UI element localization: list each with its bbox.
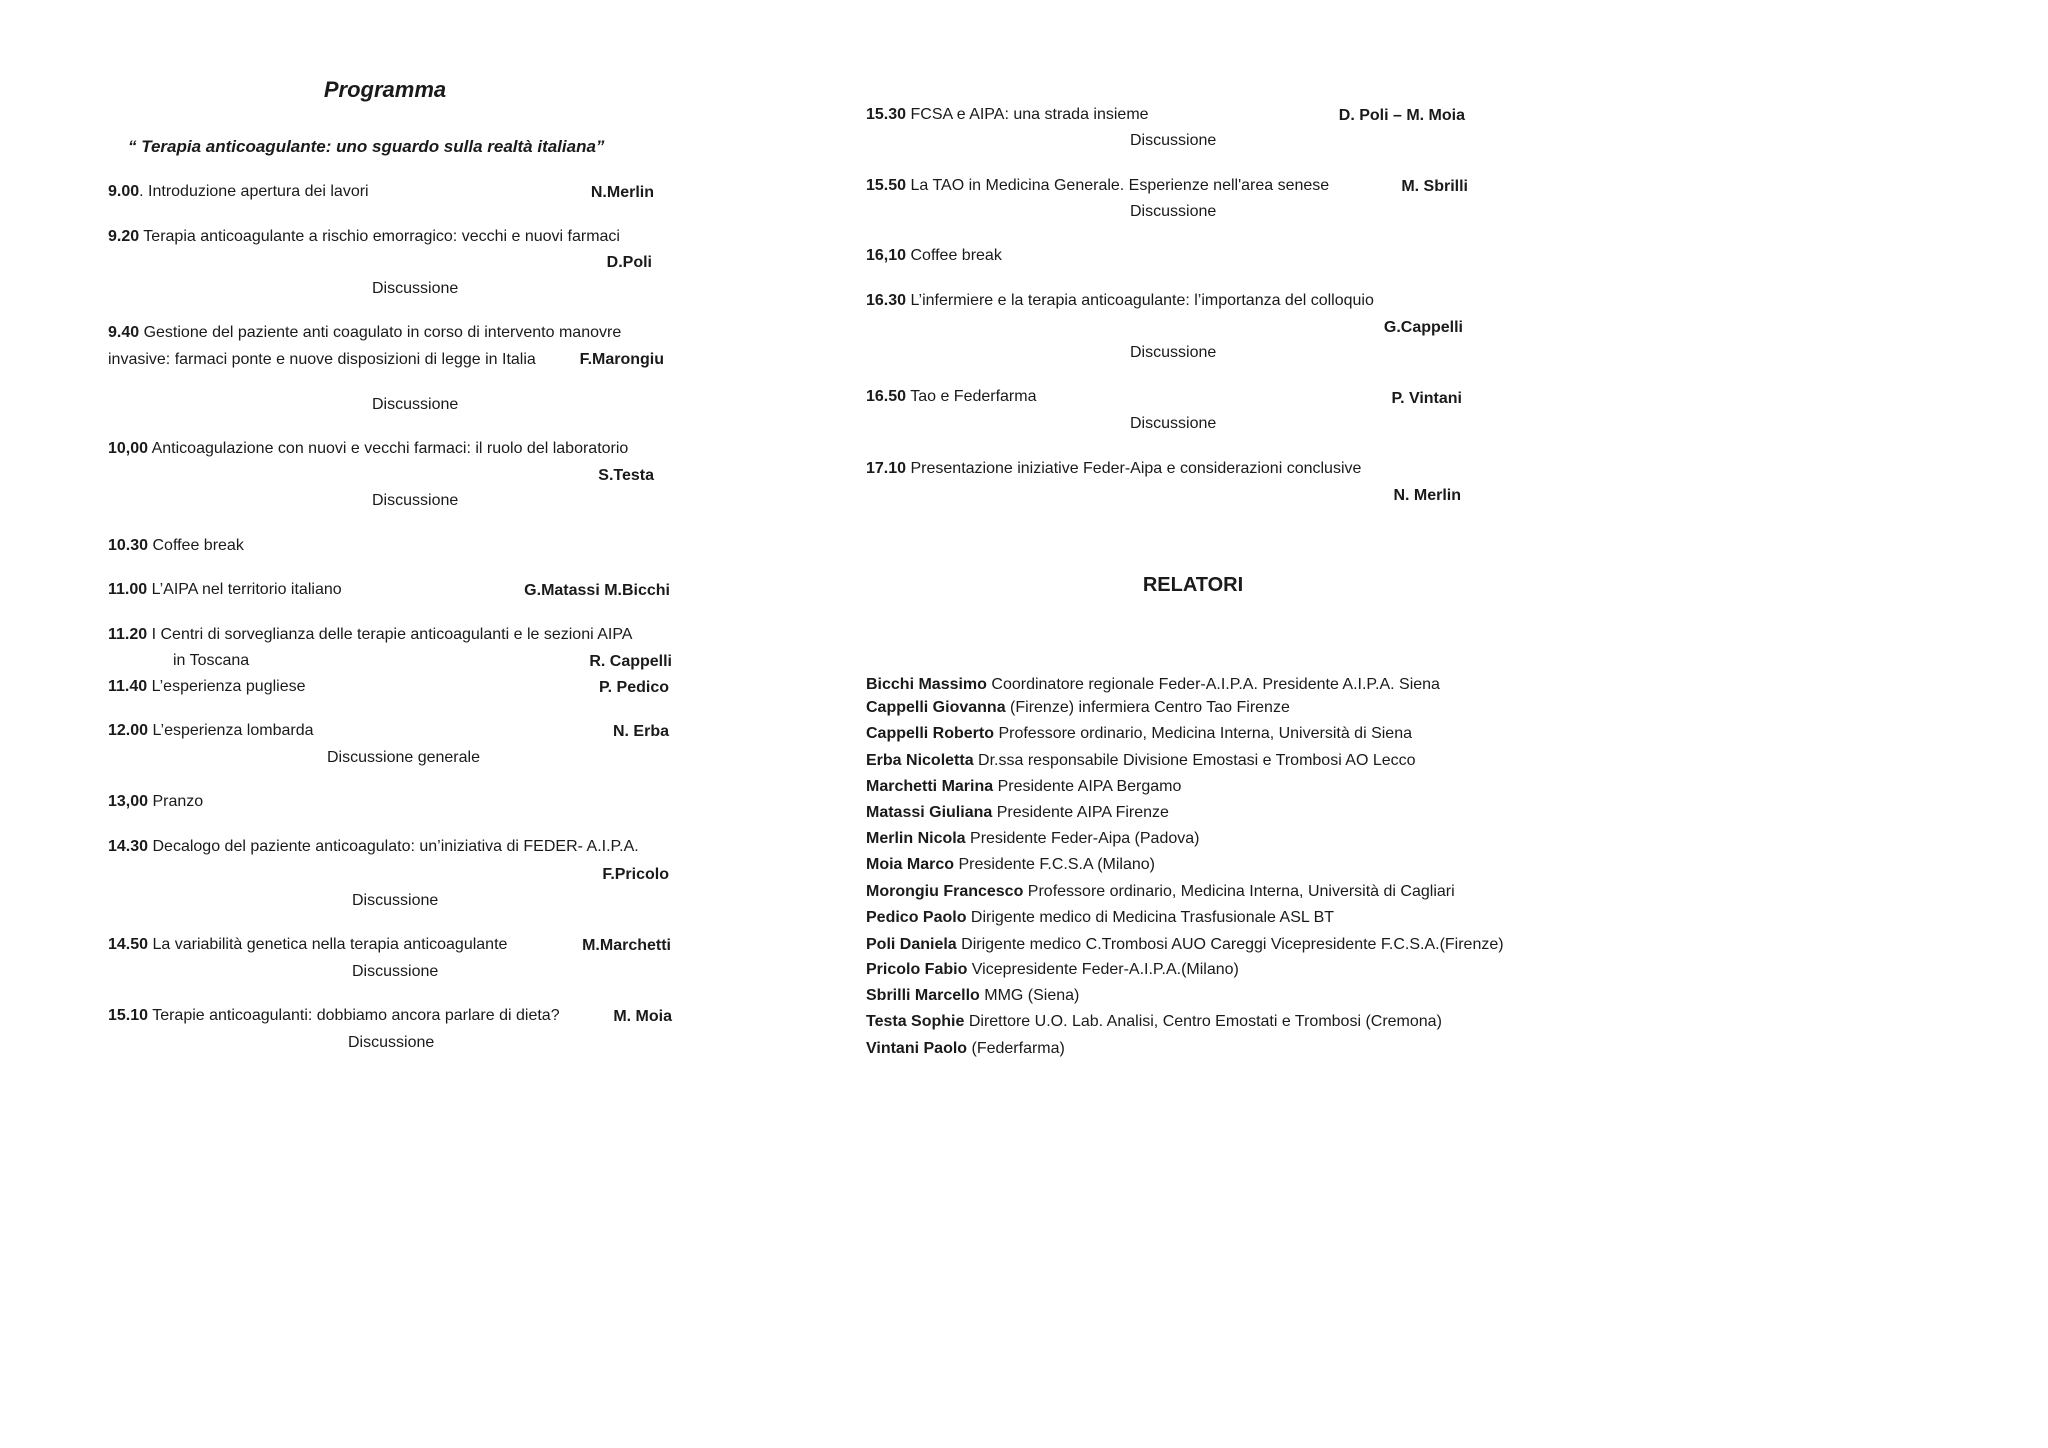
session-title: Coffee break [906,247,1002,264]
session-time: 13,00 [108,793,149,810]
relatore-role: Dirigente medico C.Trombosi AUO Careggi Vicepresidente F.C.S.A.(Firenze) [956,936,1504,953]
session-time: 15.10 [108,1007,149,1024]
session-time: 15.30 [866,106,907,123]
session-1530 [866,105,1149,125]
discussion: Discussione [1130,415,1217,432]
session-time: 11.20 [108,626,148,643]
session-1120 [108,625,632,645]
relatore-item [866,698,1290,718]
session-1450 [108,935,507,955]
session-1610 [866,246,1002,266]
relatore-role: Vicepresidente Feder-A.I.P.A.(Milano) [967,961,1239,978]
relatore-name: Cappelli Giovanna [866,699,1006,716]
relatore-role: Professore ordinario, Medicina Interna, Università di Siena [994,725,1412,742]
relatore-role: Dirigente medico di Medicina Trasfusionale ASL BT [966,909,1335,926]
session-1100 [108,580,342,600]
session-title: FCSA e AIPA: una strada insieme [906,106,1149,123]
session-title: Presentazione iniziative Feder-Aipa e considerazioni conclusive [906,460,1362,477]
relatore-item [866,829,1199,849]
session-title: Tao e Federfarma [906,388,1037,405]
session-time: 17.10 [866,460,907,477]
session-title: Terapie anticoagulanti: dobbiamo ancora parlare di dieta? [148,1007,560,1024]
relatore-role: MMG (Siena) [979,987,1080,1004]
general-discussion: Discussione generale [327,749,480,766]
session-1140 [108,677,306,697]
session-title-cont: in Toscana [173,652,250,669]
speaker: S.Testa [598,467,654,484]
session-1430 [108,837,639,857]
session-920 [108,227,620,247]
relatore-item [866,724,1412,744]
relatori-title: RELATORI [1142,574,1244,596]
speaker: N.Merlin [590,184,654,201]
discussion: Discussione [352,892,439,909]
relatore-name: Erba Nicoletta [866,752,974,769]
relatore-name: Poli Daniela [866,936,957,953]
speaker: M. Sbrilli [1401,178,1468,195]
session-1710 [866,459,1361,479]
relatore-role: Presidente AIPA Bergamo [993,778,1182,795]
relatore-role: Presidente Feder-Aipa (Padova) [965,830,1200,847]
session-title: Coffee break [148,537,244,554]
relatore-role: Dr.ssa responsabile Divisione Emostasi e Trombosi AO Lecco [973,752,1416,769]
relatore-name: Matassi Giuliana [866,804,993,821]
discussion: Discussione [372,492,459,509]
relatore-item [866,908,1334,928]
relatore-name: Morongiu Francesco [866,883,1024,900]
relatore-item [866,986,1079,1006]
relatore-name: Bicchi Massimo [866,676,987,693]
session-1550 [866,176,1329,196]
relatore-name: Testa Sophie [866,1013,965,1030]
relatore-item [866,1039,1065,1059]
session-title: L’AIPA nel territorio italiano [147,581,342,598]
session-title: L’esperienza pugliese [147,678,306,695]
session-time: 9.40 [108,324,140,341]
speaker: F.Marongiu [579,351,664,368]
session-time: 10.30 [108,537,149,554]
discussion: Discussione [348,1034,435,1051]
relatore-item [866,803,1169,823]
session-1200 [108,721,313,741]
session-title: Gestione del paziente anti coagulato in corso di intervento manovre [139,324,622,341]
speaker: F.Pricolo [602,866,669,883]
session-title: L’infermiere e la terapia anticoagulante: l’importanza del colloquio [906,292,1374,309]
relatore-role: Coordinatore regionale Feder-A.I.P.A. Presidente A.I.P.A. Siena [986,676,1440,693]
relatore-item [866,882,1455,902]
relatore-role: Professore ordinario, Medicina Interna, Università di Cagliari [1023,883,1455,900]
session-time: 9.20 [108,228,140,245]
session-title: La variabilità genetica nella terapia anticoagulante [148,936,508,953]
relatore-name: Cappelli Roberto [866,725,995,742]
session-940 [108,323,621,343]
session-1030 [108,536,244,556]
session-time: 16,10 [866,247,907,264]
discussion: Discussione [352,963,439,980]
session-title: La TAO in Medicina Generale. Esperienze nell'area senese [906,177,1330,194]
session-title-cont: invasive: farmaci ponte e nuove disposizioni di legge in Italia [108,351,536,368]
relatore-name: Merlin Nicola [866,830,966,847]
speaker: D.Poli [606,254,652,271]
session-1000 [108,439,628,459]
discussion: Discussione [1130,344,1217,361]
speaker: M.Marchetti [582,937,671,954]
session-time: 11.00 [108,581,148,598]
relatore-item [866,675,1440,695]
discussion: Discussione [372,396,459,413]
relatore-item [866,1012,1442,1032]
session-time: 10,00 [108,440,149,457]
session-time: 9.00 [108,183,140,200]
relatore-name: Moia Marco [866,856,955,873]
session-time: 14.30 [108,838,149,855]
relatore-role: Presidente F.C.S.A (Milano) [954,856,1155,873]
session-title: Terapia anticoagulante a rischio emorragico: vecchi e nuovi farmaci [139,228,620,245]
relatore-name: Pedico Paolo [866,909,967,926]
speaker: P. Vintani [1391,390,1462,407]
discussion: Discussione [1130,203,1217,220]
speaker: G.Cappelli [1383,319,1463,336]
session-time: 14.50 [108,936,149,953]
speaker: N. Merlin [1393,487,1461,504]
relatore-name: Sbrilli Marcello [866,987,980,1004]
session-title: Pranzo [148,793,204,810]
session-title: . Introduzione apertura dei lavori [139,183,369,200]
relatore-name: Vintani Paolo [866,1040,968,1057]
relatore-role: (Federfarma) [967,1040,1065,1057]
speaker: R. Cappelli [589,653,672,670]
session-time: 11.40 [108,678,148,695]
relatore-item [866,935,1504,955]
relatore-item [866,751,1416,771]
relatore-item [866,777,1181,797]
speaker: M. Moia [613,1008,672,1025]
session-title: I Centri di sorveglianza delle terapie anticoagulanti e le sezioni AIPA [147,626,633,643]
discussion: Discussione [372,280,459,297]
session-900 [108,182,369,202]
session-title: Anticoagulazione con nuovi e vecchi farmaci: il ruolo del laboratorio [148,440,629,457]
session-title: Decalogo del paziente anticoagulato: un’iniziativa di FEDER- A.I.P.A. [148,838,639,855]
discussion: Discussione [1130,132,1217,149]
relatore-role: (Firenze) infermiera Centro Tao Firenze [1005,699,1290,716]
relatore-role: Direttore U.O. Lab. Analisi, Centro Emostati e Trombosi (Cremona) [964,1013,1442,1030]
relatore-name: Marchetti Marina [866,778,994,795]
session-1300 [108,792,203,812]
program-subtitle: “ Terapia anticoagulante: uno sguardo sulla realtà italiana” [128,137,605,156]
relatore-item [866,855,1155,875]
session-time: 12.00 [108,722,149,739]
page-title: Programma [323,77,447,102]
session-1650 [866,387,1036,407]
relatore-item [866,960,1239,980]
session-time: 15.50 [866,177,907,194]
speaker: N. Erba [612,723,669,740]
session-1630 [866,291,1374,311]
session-time: 16.50 [866,388,907,405]
relatore-role: Presidente AIPA Firenze [992,804,1169,821]
session-1510 [108,1006,560,1026]
relatore-name: Pricolo Fabio [866,961,968,978]
session-time: 16.30 [866,292,907,309]
speaker: P. Pedico [599,679,669,696]
session-title: L’esperienza lombarda [148,722,314,739]
speaker: D. Poli – M. Moia [1338,107,1465,124]
speaker: G.Matassi M.Bicchi [524,582,670,599]
